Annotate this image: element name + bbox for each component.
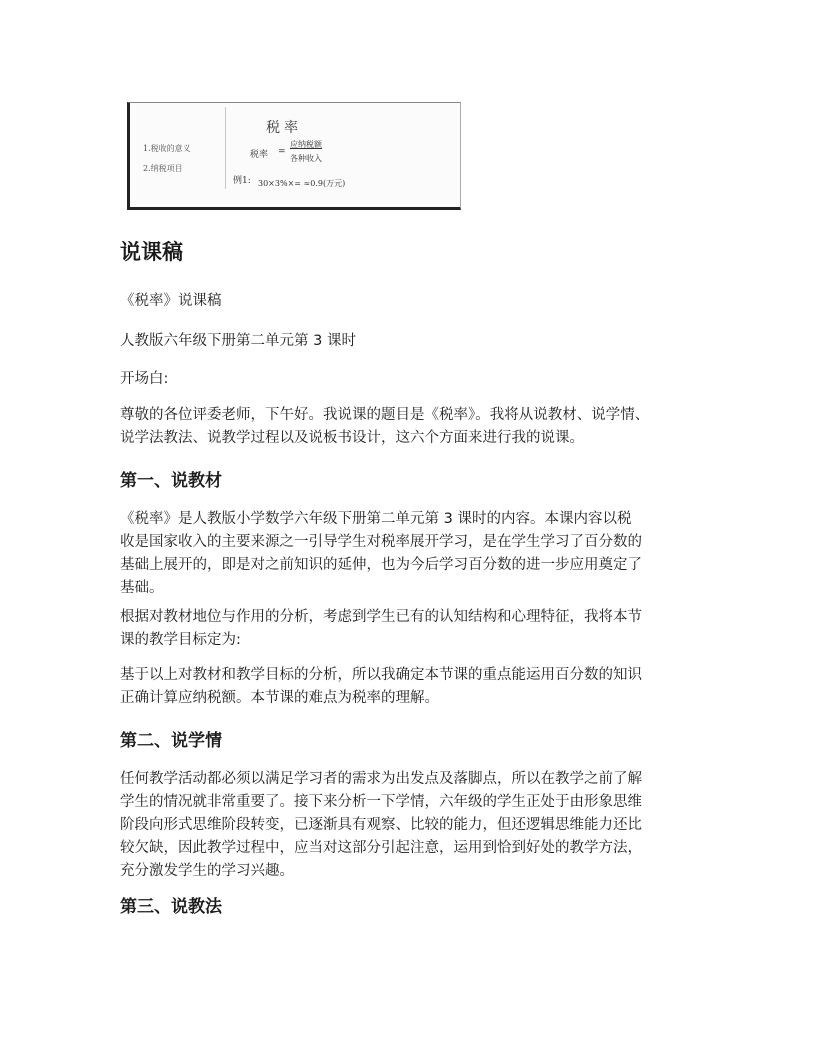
- blackboard-design-image: [127, 102, 461, 210]
- text-line: 基础上展开的，即是对之前知识的延伸，也为今后学习百分数的进一步应用奠定了: [120, 557, 642, 573]
- board-equals: =: [278, 147, 286, 157]
- text-line: 阶段向形式思维阶段转变，已逐渐具有观察、比较的能力，但还逻辑思维能力还比: [120, 817, 642, 833]
- text-line: 基于以上对教材和教学目标的分析，所以我确定本节课的重点能运用百分数的知识: [120, 667, 642, 683]
- text-line: 基础。: [120, 580, 164, 596]
- text-line: 较欠缺，因此教学过程中，应当对这部分引起注意，运用到恰到好处的教学方法，: [120, 840, 642, 856]
- board-fraction-denominator: 各种收入: [290, 154, 322, 163]
- board-fraction-numerator: 应纳税额: [290, 140, 322, 149]
- text-line: 根据对教材地位与作用的分析，考虑到学生已有的认知结构和心理特征，我将本节: [120, 609, 642, 625]
- board-left-item: 1.税收的意义: [143, 144, 191, 153]
- text-line: 收是国家收入的主要来源之一引导学生对税率展开学习，是在学生学习了百分数的: [120, 534, 642, 550]
- section1-paragraph-2: [120, 606, 710, 652]
- text-line: 正确计算应纳税额。本节课的难点为税率的理解。: [120, 690, 439, 706]
- section1-paragraph-1: [120, 508, 710, 600]
- section1-paragraph-3: [120, 664, 710, 710]
- text-line: 说学法教法、说教学过程以及说板书设计，这六个方面来进行我的说课。: [120, 430, 584, 446]
- section-heading-1: 第一、说教材: [120, 471, 222, 491]
- board-example-expression: 30×3%×= ≈0.9(万元): [258, 179, 346, 188]
- opening-paragraph: [120, 404, 710, 450]
- board-rate-label: 税率: [250, 150, 269, 160]
- subtitle: 《税率》说课稿: [120, 293, 222, 309]
- section-heading-3: 第三、说教法: [120, 897, 222, 917]
- text-line: 课的教学目标定为:: [120, 632, 241, 648]
- text-line: 任何教学活动都必须以满足学习者的需求为出发点及落脚点，所以在教学之前了解: [120, 771, 642, 787]
- board-title: 税率: [266, 120, 302, 136]
- opening-label: 开场白:: [120, 371, 169, 387]
- edition-line: 人教版六年级下册第二单元第 3 课时: [120, 333, 356, 349]
- text-line: 充分激发学生的学习兴趣。: [120, 863, 294, 879]
- board-divider: [225, 107, 226, 189]
- document-title: 说课稿: [120, 240, 183, 264]
- board-example-label: 例1:: [233, 176, 251, 186]
- text-line: 学生的情况就非常重要了。接下来分析一下学情，六年级的学生正处于由形象思维: [120, 794, 642, 810]
- section-heading-2: 第二、说学情: [120, 731, 222, 751]
- board-left-item: 2.纳税项目: [143, 164, 183, 173]
- text-line: 《税率》是人教版小学数学六年级下册第二单元第 3 课时的内容。本课内容以税: [120, 511, 632, 527]
- section2-paragraph-1: [120, 768, 710, 883]
- text-line: 尊敬的各位评委老师，下午好。我说课的题目是《税率》。我将从说教材、说学情、: [120, 407, 650, 423]
